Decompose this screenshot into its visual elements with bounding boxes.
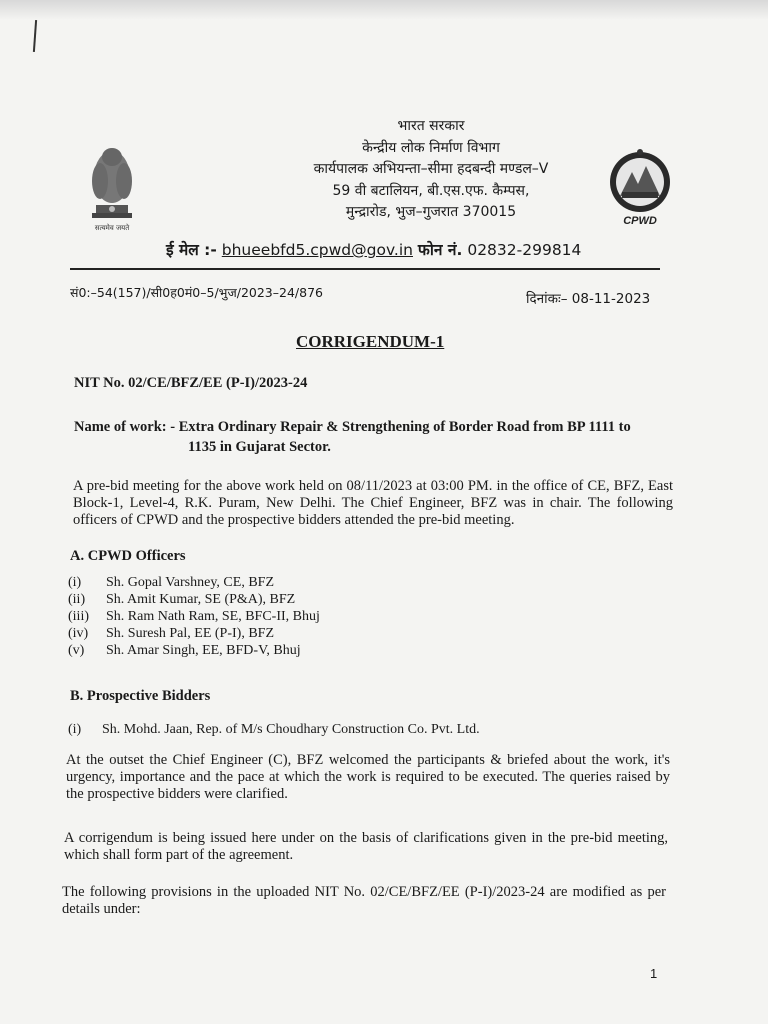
- reference-date: [526, 289, 650, 307]
- section-heading-officers: A. CPWD Officers: [70, 548, 186, 564]
- list-number: (iii): [68, 609, 89, 624]
- officer-name: Sh. Amit Kumar, SE (P&A), BFZ: [106, 592, 296, 607]
- national-emblem-icon: [82, 135, 142, 235]
- pen-mark: [33, 20, 37, 52]
- list-item: [68, 721, 480, 738]
- list-item: [68, 625, 320, 642]
- list-number: (i): [68, 575, 82, 590]
- header-line: केन्द्रीय लोक निर्माण विभाग: [362, 139, 500, 156]
- section-heading-bidders: B. Prospective Bidders: [70, 688, 211, 704]
- bidders-list: [68, 721, 480, 738]
- header-divider: [70, 268, 660, 270]
- bidder-name: Sh. Mohd. Jaan, Rep. of M/s Choudhary Construction Co. Pvt. Ltd.: [102, 722, 480, 737]
- officer-name: Sh. Amar Singh, EE, BFD-V, Bhuj: [106, 643, 301, 658]
- list-item: [68, 574, 320, 591]
- work-name-continued: 1135 in Gujarat Sector.: [188, 439, 331, 455]
- list-number: (v): [68, 643, 85, 658]
- page-number: 1: [650, 966, 658, 981]
- document-title: CORRIGENDUM-1: [296, 332, 445, 351]
- briefing-paragraph: At the outset the Chief Engineer (C), BFZ welcomed the participants & briefed about the work, it's urgency, importance and the pace at which the work is required to be executed. The queries raised by the prospective bidders were clarified.: [66, 752, 670, 802]
- logo-text: CPWD: [623, 215, 657, 227]
- header-line: मुन्द्रारोड, भुज–गुजरात 370015: [345, 204, 517, 220]
- list-item: [68, 642, 320, 659]
- list-number: (iv): [68, 626, 89, 641]
- nit-number: NIT No. 02/CE/BFZ/EE (P-I)/2023-24: [74, 375, 308, 391]
- list-number: (ii): [68, 592, 86, 607]
- phone-number: 02832-299814: [467, 241, 582, 259]
- list-number: (i): [68, 722, 82, 737]
- email-link[interactable]: bhueebfd5.cpwd@gov.in: [221, 241, 413, 259]
- contact-line: [166, 238, 586, 260]
- email-label: ई मेल :-: [166, 241, 217, 259]
- provisions-paragraph: The following provisions in the uploaded NIT No. 02/CE/BFZ/EE (P-I)/2023-24 are modified as per details under:: [62, 884, 666, 917]
- meeting-paragraph: A pre-bid meeting for the above work held on 08/11/2023 at 03:00 PM. in the office of CE, BFZ, East Block-1, Level-4, R.K. Puram, New Delhi. The Chief Engineer, BFZ was in chair. The following officers of CPWD and the prospective bidders attended the pre-bid meeting.: [73, 478, 673, 528]
- work-name: Name of work: - Extra Ordinary Repair & Strengthening of Border Road from BP 1111 to: [74, 419, 631, 435]
- date-label: दिनांकः–: [526, 291, 568, 307]
- office-address-block: [236, 116, 626, 224]
- officer-name: Sh. Ram Nath Ram, SE, BFC-II, Bhuj: [106, 609, 320, 624]
- reference-number: सं0:–54(157)/सी0ह0मं0–5/भुज/2023–24/876: [70, 285, 323, 300]
- phone-label: फोन नं.: [417, 241, 463, 259]
- officers-list: [68, 574, 320, 659]
- header-line: भारत सरकार: [397, 118, 465, 134]
- header-line: 59 वी बटालियन, बी.एस.एफ. कैम्पस,: [332, 182, 530, 199]
- corrigendum-paragraph: A corrigendum is being issued here under on the basis of clarifications given in the pre-bid meeting, which shall form part of the agreement.: [64, 830, 668, 863]
- header-line: कार्यपालक अभियन्ता–सीमा हदबन्दी मण्डल–V: [313, 161, 549, 177]
- list-item: [68, 591, 320, 608]
- officer-name: Sh. Suresh Pal, EE (P-I), BFZ: [106, 626, 274, 641]
- emblem-motto: सत्यमेव जयते: [94, 224, 130, 232]
- date-value: 08-11-2023: [571, 291, 651, 307]
- scan-top-edge: [0, 0, 768, 20]
- officer-name: Sh. Gopal Varshney, CE, BFZ: [106, 575, 274, 590]
- list-item: [68, 608, 320, 625]
